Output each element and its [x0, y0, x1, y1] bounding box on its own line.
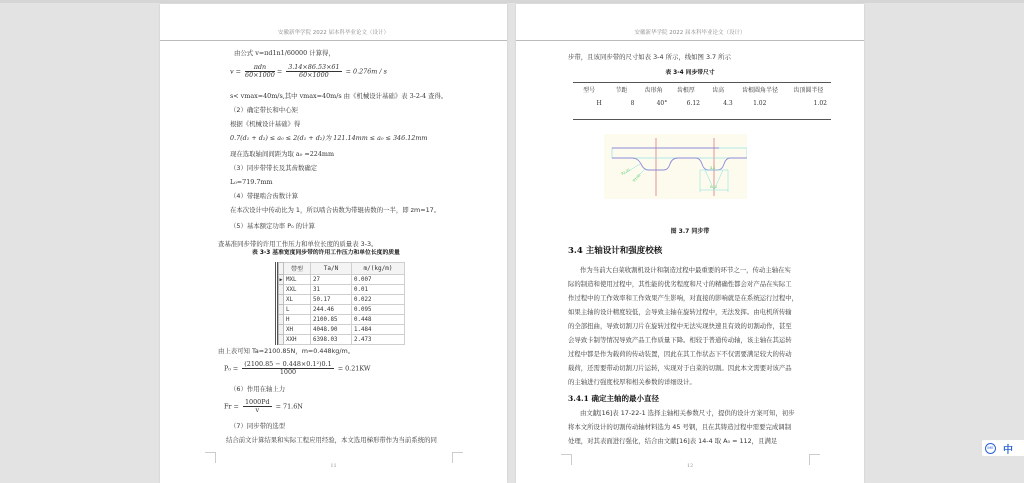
paragraph-line: 际的制造和使用过程中，其性能的优劣程度和尺寸的精确性都会对产品在实际工 — [568, 280, 792, 288]
margin-mark — [452, 452, 463, 463]
row-selector-icon[interactable]: ▶ — [279, 276, 283, 283]
figure-3-7-caption: 图 3.7 同步带 — [670, 228, 710, 235]
svg-text:R1.02: R1.02 — [620, 167, 631, 176]
table-row[interactable]: H 2100.85 0.448 — [279, 315, 405, 325]
header-divider — [160, 40, 507, 41]
text-line: 结合前文计算结果和实际工程应用经验，本文选用梯形带作为当前系统的同 — [226, 436, 437, 444]
timing-belt-drawing — [604, 134, 747, 199]
document-page-12 — [516, 4, 864, 483]
paragraph-line: 载荷，还需要带动切割刀片运转，实现对于白菜的切割。因此本文需要对该产品 — [568, 364, 792, 372]
paragraph-line: 过程中都是作为载荷的传动装置，因此在其工作状态下不仅需要满足较大的传动 — [568, 350, 792, 358]
text-line: 步带，且该同步带的尺寸如表 3-4 所示，线如图 3.7 所示 — [568, 53, 731, 61]
text-line: 由上表可知 Ta=2100.85N，m=0.448kg/m。 — [218, 347, 355, 355]
page-number: 11 — [330, 463, 337, 469]
paragraph-line: 将本文所设计的切割传动轴材料选为 45 号钢，且在其铸造过程中需要完成调制 — [568, 423, 792, 431]
table-row[interactable]: XH 4048.90 1.484 — [279, 325, 405, 335]
margin-mark — [205, 452, 216, 463]
table-row[interactable]: XL 50.17 0.022 — [279, 295, 405, 305]
table-row[interactable]: L 244.46 0.095 — [279, 305, 405, 315]
timing-belt-figure — [604, 134, 747, 199]
text-line: （6）作用在轴上力 — [230, 385, 286, 393]
table-3-4-caption: 表 3-4 同步带尺寸 — [665, 70, 715, 76]
text-line: L₀=719.7mm — [230, 178, 273, 186]
table-3-3-caption: 表 3-3 基准宽度同步带的许用工作压力和单位长度的质量 — [252, 250, 400, 256]
formula-center-distance: 0.7(d₁ + d₂) ≤ a₀ ≤ 2(d₁ + d₂)为 121.14mm ≤ a₀ ≤ 346.12mm — [230, 134, 428, 142]
formula-shaft-force: Fr = $\frac{1000Pd}{v}$ = 71.6N — [224, 398, 303, 414]
table-3-4 — [573, 82, 831, 120]
text-line: 在本次设计中传动比为 1，所以啮合齿数为带辊齿数的一半，即 zm=17。 — [230, 206, 441, 214]
svg-text:R1.02: R1.02 — [631, 173, 642, 183]
grid-header-row — [279, 263, 405, 275]
formula-power: P₀ = $\frac{\text{(2100.85 − 0.448×0.1²)0.1}}{1000}$ = 0.21KW — [224, 360, 371, 376]
page-header: 安徽新华学院 2022 届本科毕业论文（设计） — [278, 30, 389, 36]
text-line: （7）同步带的选型 — [230, 422, 286, 430]
viewer-top-edge — [0, 0, 1024, 3]
section-heading-3-4: 3.4 主轴设计和强度校核 — [568, 246, 663, 256]
text-line: 根据《机械设计基础》得 — [230, 120, 301, 128]
data-grid-table-3-3[interactable] — [275, 262, 405, 345]
svg-text:4.3: 4.3 — [710, 166, 716, 170]
page-number: 12 — [686, 463, 694, 469]
table-row[interactable]: ▶ MXL 27 0.007 — [279, 275, 405, 285]
paragraph-line: 的主轴进行强度校厚和相关参数的详细设计。 — [568, 378, 696, 386]
ime-toolbar[interactable] — [982, 440, 1024, 456]
text-line: （2）确定带长和中心矩 — [230, 106, 298, 114]
ime-mode-toggle[interactable]: 中 — [1003, 444, 1013, 456]
subsection-heading-3-4-1: 3.4.1 确定主轴的最小直径 — [568, 394, 659, 403]
text-line: 现在选取轴间间距为取 a₀ =224mm — [230, 150, 335, 158]
table-row[interactable]: XXH 6398.03 2.473 — [279, 335, 405, 345]
paragraph-line: 作过程中的工作效率和工作效果产生影响，对直接的影响就是在系统运行过程中， — [568, 294, 799, 302]
document-page-11 — [160, 4, 507, 483]
paragraph-line: 作为当前大白菜收割机设计和制造过程中最重要的环节之一，传动主轴在实 — [580, 266, 791, 274]
text-line: 查基准同步带的许用工作压力和单位长度的质量表 3-3。 — [218, 240, 378, 248]
header-divider — [516, 40, 864, 41]
text-line: 由公式 v=πd1n1/60000 计算得， — [234, 49, 335, 57]
col-header-ta[interactable]: Ta/N — [311, 263, 352, 275]
paragraph-line: 处理，对其表面进行强化，结合由文献[16]表 14-4 取 A₀ = 112，且满足 — [568, 437, 778, 445]
table-header-row: 型号 节距 齿形角 齿根厚 齿高 齿根圆角半径 齿顶圆半径 — [583, 87, 824, 94]
text-line: （3）同步带带长及其齿数确定 — [230, 164, 318, 172]
ime-logo-icon[interactable]: IME — [985, 443, 996, 454]
table-row: H 8 40° 6.12 4.3 1.02 1.02 — [596, 100, 827, 107]
text-line: s< vmax=40m/s,其中 vmax=40m/s 由《机械设计基础》表 3-2-4 查得。 — [230, 92, 448, 100]
table-row[interactable]: XXL 31 0.01 — [279, 285, 405, 295]
paragraph-line: 如果主轴的设计精度较低，会导致主轴在旋转过程中，无法发挥。由电机所传输 — [568, 308, 792, 316]
paragraph-line: 由文献[16]表 17-22-1 选择主轴相关参数尺寸，提供的设计方案可知，初步 — [580, 409, 795, 417]
text-line: （4）带辊啮合齿数计算 — [230, 192, 298, 200]
col-header-belt-type[interactable]: 带型 — [284, 263, 311, 275]
svg-text:6.12: 6.12 — [710, 185, 718, 189]
col-header-mass[interactable]: m/(kg/m) — [352, 263, 405, 275]
paragraph-line: 会导致卡制等情况导致产品工作质量下降。相较于普通传动轴，该主轴在其运转 — [568, 336, 792, 344]
paragraph-line: 的全部扭曲，导致切割刀片在旋转过程中无法实现快速且有效的切割动作，甚至 — [568, 322, 792, 330]
text-line: （5）基本额定功率 P₀ 的计算 — [230, 222, 315, 230]
page-header: 安徽新华学院 2022 届本科毕业论文（设计） — [634, 30, 746, 36]
formula-velocity: v = $\frac{\text{πdn}}{60\times 1000}$ = $\frac{3.14\times 86.53\times 61}{60\times 1000}$ = 0.276m / s — [230, 63, 387, 79]
